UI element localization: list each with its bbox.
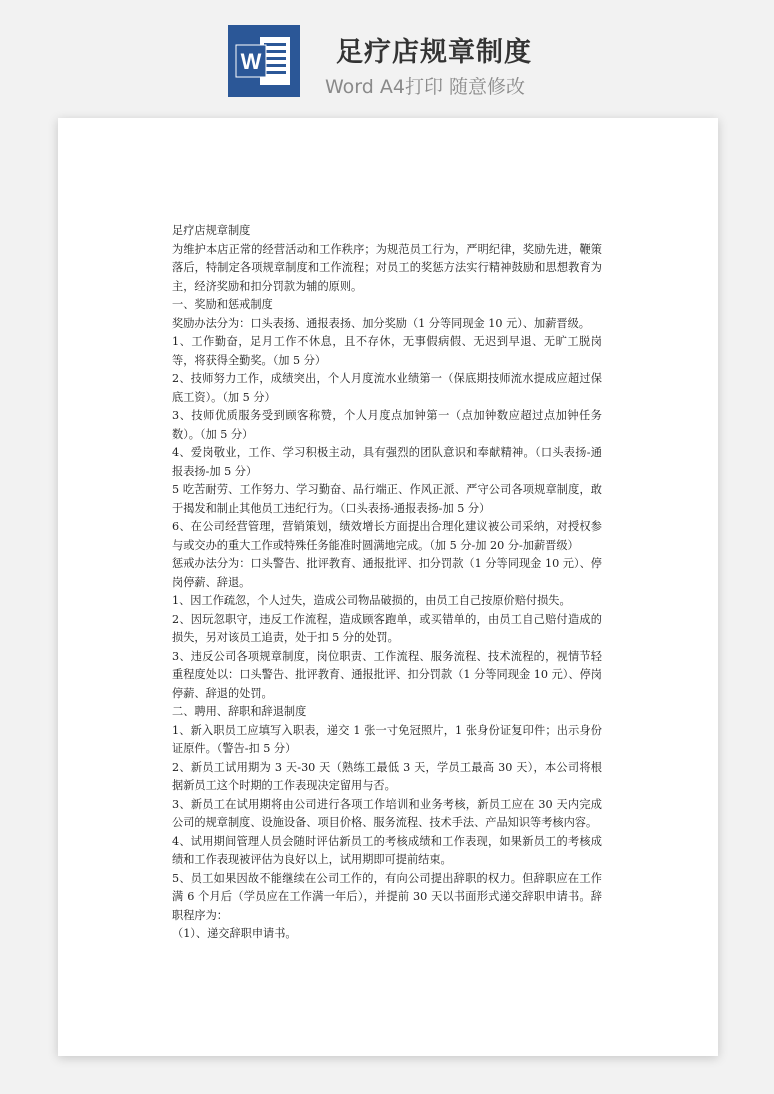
word-icon-letter: W bbox=[240, 49, 262, 74]
document-paragraph: 二、聘用、辞职和辞退制度 bbox=[172, 705, 307, 718]
document-paragraph: 1、工作勤奋，足月工作不休息，且不存休，无事假病假、无迟到早退、无旷工脱岗等，将获得全勤奖。（加 5 分） bbox=[172, 335, 602, 367]
document-paragraph: 3、违反公司各项规章制度，岗位职责、工作流程、服务流程、技术流程的，视情节轻重程度处以：口头警告、批评教育、通报批评、扣分罚款（1 分等同现金 10 元）、停岗停薪、辞退的处罚。 bbox=[172, 649, 602, 700]
document-paragraph: 2、因玩忽职守，违反工作流程，造成顾客跑单，或买错单的，由员工自己赔付造成的损失，另对该员工追责，处于扣 5 分的处罚。 bbox=[172, 612, 602, 644]
page-subtitle: Word A4打印 随意修改 bbox=[325, 76, 526, 98]
document-paragraph: 5、员工如果因故不能继续在公司工作的，有向公司提出辞职的权力。但辞职应在工作满 6 个月后（学员应在工作满一年后），并提前 30 天以书面形式递交辞职申请书。辞职程序为： bbox=[172, 871, 602, 922]
document-paragraph: 惩戒办法分为：口头警告、批评教育、通报批评、扣分罚款（1 分等同现金 10 元）、停岗停薪、辞退。 bbox=[172, 557, 602, 589]
document-paragraph: 一、奖励和惩戒制度 bbox=[172, 298, 273, 311]
document-paragraph: 为维护本店正常的经营活动和工作秩序；为规范员工行为，严明纪律，奖励先进，鞭策落后，特制定各项规章制度和工作流程；对员工的奖惩方法实行精神鼓励和思想教育为主，经济奖励和扣分罚款为辅的原则。 bbox=[172, 242, 602, 293]
word-icon bbox=[228, 25, 300, 97]
page-header bbox=[0, 0, 774, 118]
document-paragraph: 奖励办法分为：口头表扬、通报表扬、加分奖励（1 分等同现金 10 元）、加薪晋级。 bbox=[172, 316, 590, 330]
document-paragraph: 2、技师努力工作，成绩突出，个人月度流水业绩第一（保底期技师流水提成应超过保底工资）。（加 5 分） bbox=[172, 372, 602, 404]
document-paragraph: 2、新员工试用期为 3 天-30 天（熟练工最低 3 天，学员工最高 30 天），本公司将根据新员工这个时期的工作表现决定留用与否。 bbox=[172, 760, 602, 792]
document-title: 足疗店规章制度 bbox=[172, 224, 251, 237]
document-page bbox=[58, 118, 718, 1056]
document-paragraph: 4、爱岗敬业，工作、学习积极主动，具有强烈的团队意识和奉献精神。（口头表扬-通报表扬-加 5 分） bbox=[172, 446, 602, 478]
document-paragraph: 6、在公司经营管理，营销策划，绩效增长方面提出合理化建议被公司采纳，对授权参与或交办的重大工作或特殊任务能准时圆满地完成。（加 5 分-加 20 分-加薪晋级） bbox=[172, 520, 602, 552]
document-paragraph: 4、试用期间管理人员会随时评估新员工的考核成绩和工作表现，如果新员工的考核成绩和工作表现被评估为良好以上，试用期即可提前结束。 bbox=[172, 834, 602, 866]
document-paragraph: 3、新员工在试用期将由公司进行各项工作培训和业务考核，新员工应在 30 天内完成公司的规章制度、设施设备、项目价格、服务流程、技术手法、产品知识等考核内容。 bbox=[172, 797, 602, 829]
document-paragraph: 1、因工作疏忽，个人过失，造成公司物品破损的，由员工自己按原价赔付损失。 bbox=[172, 594, 571, 607]
document-body bbox=[172, 222, 602, 944]
document-paragraph: 1、新入职员工应填写入职表，递交 1 张一寸免冠照片，1 张身份证复印件；出示身份证原件。（警告-扣 5 分） bbox=[172, 723, 602, 755]
page-title: 足疗店规章制度 bbox=[336, 37, 532, 68]
document-paragraph: （1）、递交辞职申请书。 bbox=[172, 927, 297, 940]
document-paragraph: 3、技师优质服务受到顾客称赞，个人月度点加钟第一（点加钟数应超过点加钟任务数）。（加 5 分） bbox=[172, 409, 602, 441]
document-paragraph: 5 吃苦耐劳、工作努力、学习勤奋、品行端正、作风正派、严守公司各项规章制度，敢于揭发和制止其他员工违纪行为。（口头表扬-通报表扬-加 5 分） bbox=[172, 483, 602, 515]
